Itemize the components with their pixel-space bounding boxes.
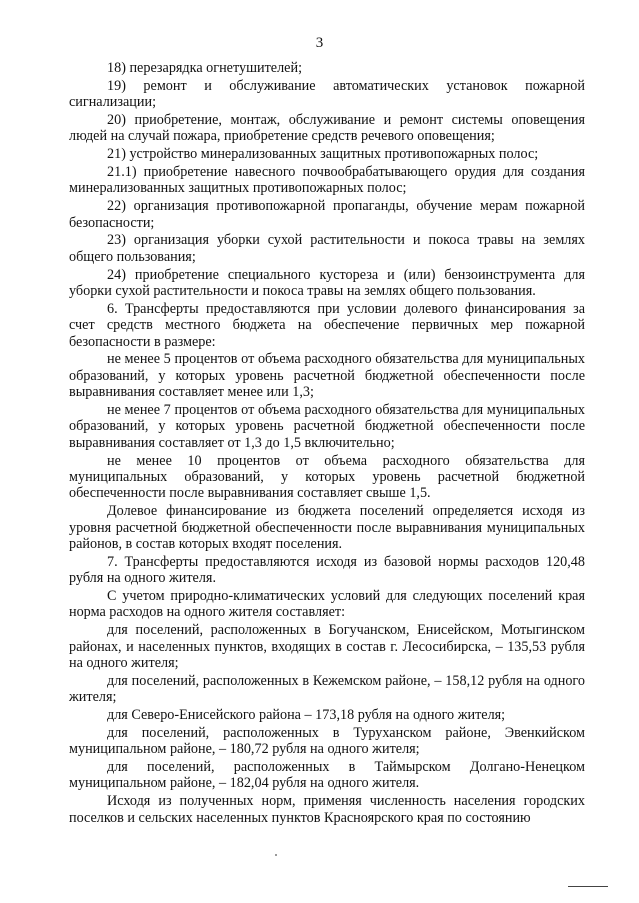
paragraph-norm-kezhma: для поселений, расположенных в Кежемском районе, – 158,12 рубля на одного жителя; xyxy=(69,672,585,706)
document-body xyxy=(69,60,585,827)
paragraph-norm-taimyr: для поселений, расположенных в Таймырском Долгано-Ненецком муниципальном районе, – 182,04 рубля на одного жителя. xyxy=(69,759,585,792)
paragraph-clause-6: 6. Трансферты предоставляются при условии долевого финансирования за счет средств местного бюджета на обеспечение первичных мер пожарной безопасности в размере: xyxy=(69,300,585,350)
paragraph-item-21: 21) устройство минерализованных защитных противопожарных полос; xyxy=(107,146,539,163)
paragraph-share-10-percent: не менее 10 процентов от объема расходного обязательства для муниципальных образований, у которых уровень расчетной бюджетной обеспеченности после выравнивания составляет свыше 1,5. xyxy=(69,452,585,502)
paragraph-share-financing: Долевое финансирование из бюджета поселений определяется исходя из уровня расчетной бюджетной обеспеченности после выравнивания муниципальных районов, в состав которых входят поселения. xyxy=(69,503,585,553)
paragraph-population-basis: Исходя из полученных норм, применяя численность населения городских поселков и сельских населенных пунктов Красноярского края по состоянию xyxy=(69,793,585,826)
paragraph-item-22: 22) организация противопожарной пропаганды, обучение мерам пожарной безопасности; xyxy=(69,198,585,231)
scan-speck xyxy=(275,854,277,856)
paragraph-item-18: 18) перезарядка огнетушителей; xyxy=(107,60,303,76)
paragraph-item-23: 23) организация уборки сухой растительности и покоса травы на землях общего пользования; xyxy=(69,232,585,265)
paragraph-item-24: 24) приобретение специального кустореза и (или) бензоинструмента для уборки сухой растительности и покоса травы на землях общего пользования. xyxy=(69,266,585,300)
paragraph-item-21-1: 21.1) приобретение навесного почвообрабатывающего орудия для создания минерализованных защитных противопожарных полос; xyxy=(69,164,585,197)
paragraph-item-19: 19) ремонт и обслуживание автоматических установок пожарной сигнализации; xyxy=(69,77,585,111)
paragraph-climate-conditions: С учетом природно-климатических условий для следующих поселений края норма расходов на одного жителя составляет: xyxy=(69,588,585,621)
paragraph-share-7-percent: не менее 7 процентов от объема расходного обязательства для муниципальных образований, у которых уровень расчетной бюджетной обеспеченности после выравнивания составляет от 1,3 до 1,5 включительно; xyxy=(69,402,585,451)
paragraph-item-20: 20) приобретение, монтаж, обслуживание и ремонт системы оповещения людей на случай пожара, приобретение средств речевого оповещения; xyxy=(69,112,585,145)
paragraph-norm-severo-yeniseysky: для Северо-Енисейского района – 173,18 рубля на одного жителя; xyxy=(107,707,506,724)
paragraph-clause-7: 7. Трансферты предоставляются исходя из базовой нормы расходов 120,48 рубля на одного жителя. xyxy=(69,553,585,587)
paragraph-norm-turukhansk: для поселений, расположенных в Туруханском районе, Эвенкийском муниципальном районе, – 180,72 рубля на одного жителя; xyxy=(69,724,585,758)
paragraph-norm-boguchany: для поселений, расположенных в Богучанском, Енисейском, Мотыгинском районах, и населенных пунктов, входящих в состав г. Лесосибирска, – 135,53 рубля на одного жителя; xyxy=(69,622,585,672)
paragraph-share-5-percent: не менее 5 процентов от объема расходного обязательства для муниципальных образований, у которых уровень расчетной бюджетной обеспеченности после выравнивания составляет менее или 1,3; xyxy=(69,351,585,401)
footer-rule xyxy=(568,886,608,887)
page-number: 3 xyxy=(315,35,324,51)
